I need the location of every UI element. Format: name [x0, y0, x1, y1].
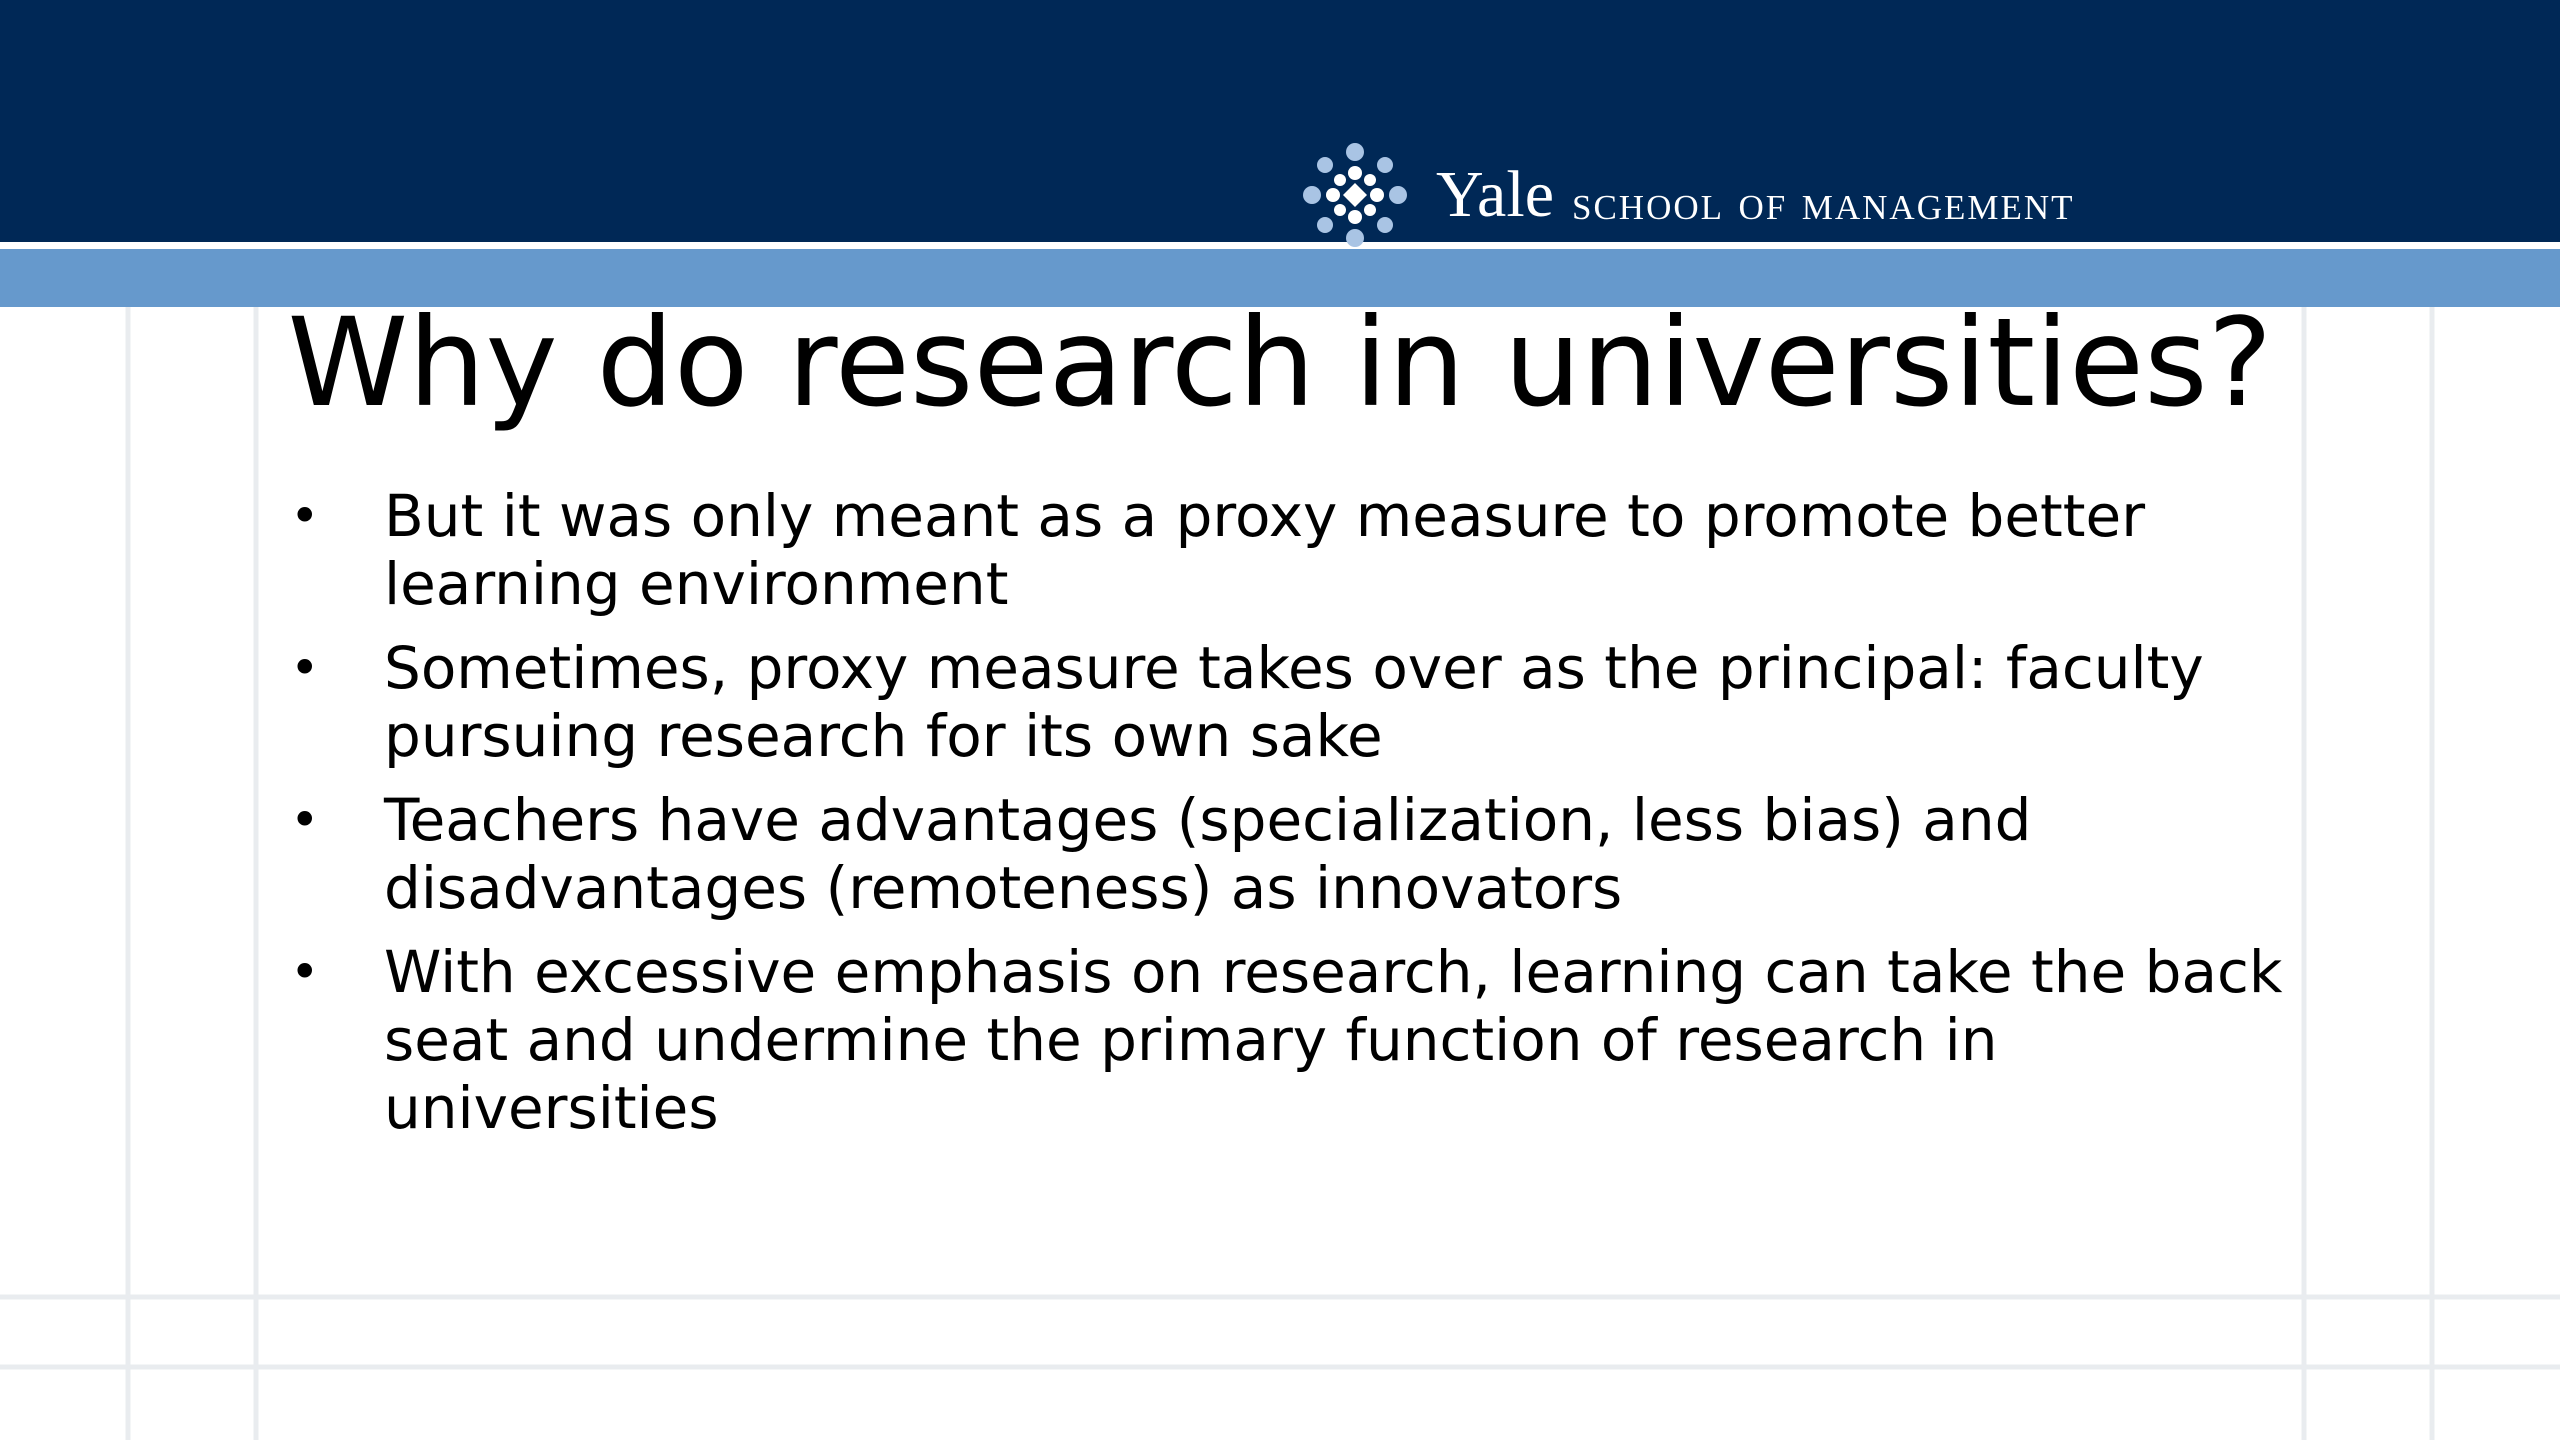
- bullet-item: [280, 786, 2300, 922]
- bullet-marker: •: [290, 791, 320, 849]
- yale-som-emblem-icon: [1300, 140, 1410, 250]
- bullet-text: With excessive emphasis on research, learning can take the back seat and undermine the primary function of research in universities: [384, 938, 2283, 1142]
- bullet-item: [280, 482, 2300, 618]
- logo-wordmark: Yale: [1436, 158, 1554, 231]
- bullet-text: Sometimes, proxy measure takes over as the principal: faculty pursuing research for its own sake: [384, 634, 2204, 770]
- bullet-item: [280, 634, 2300, 770]
- header-divider: [0, 242, 2560, 249]
- bullet-text: But it was only meant as a proxy measure to promote better learning environment: [384, 482, 2146, 618]
- yale-som-logo: [1300, 140, 2075, 250]
- bullet-marker: •: [290, 487, 320, 545]
- slide-title: Why do research in universities?: [287, 292, 2273, 434]
- logo-school-name: school of management: [1571, 174, 2075, 230]
- bullet-marker: •: [290, 639, 320, 697]
- header-bar: [0, 0, 2560, 242]
- bullet-text: Teachers have advantages (specialization, less bias) and disadvantages (remoteness) as innovators: [384, 786, 2032, 922]
- bullet-item: [280, 938, 2300, 1142]
- bullet-list: [280, 482, 2300, 1158]
- bullet-marker: •: [290, 943, 320, 1001]
